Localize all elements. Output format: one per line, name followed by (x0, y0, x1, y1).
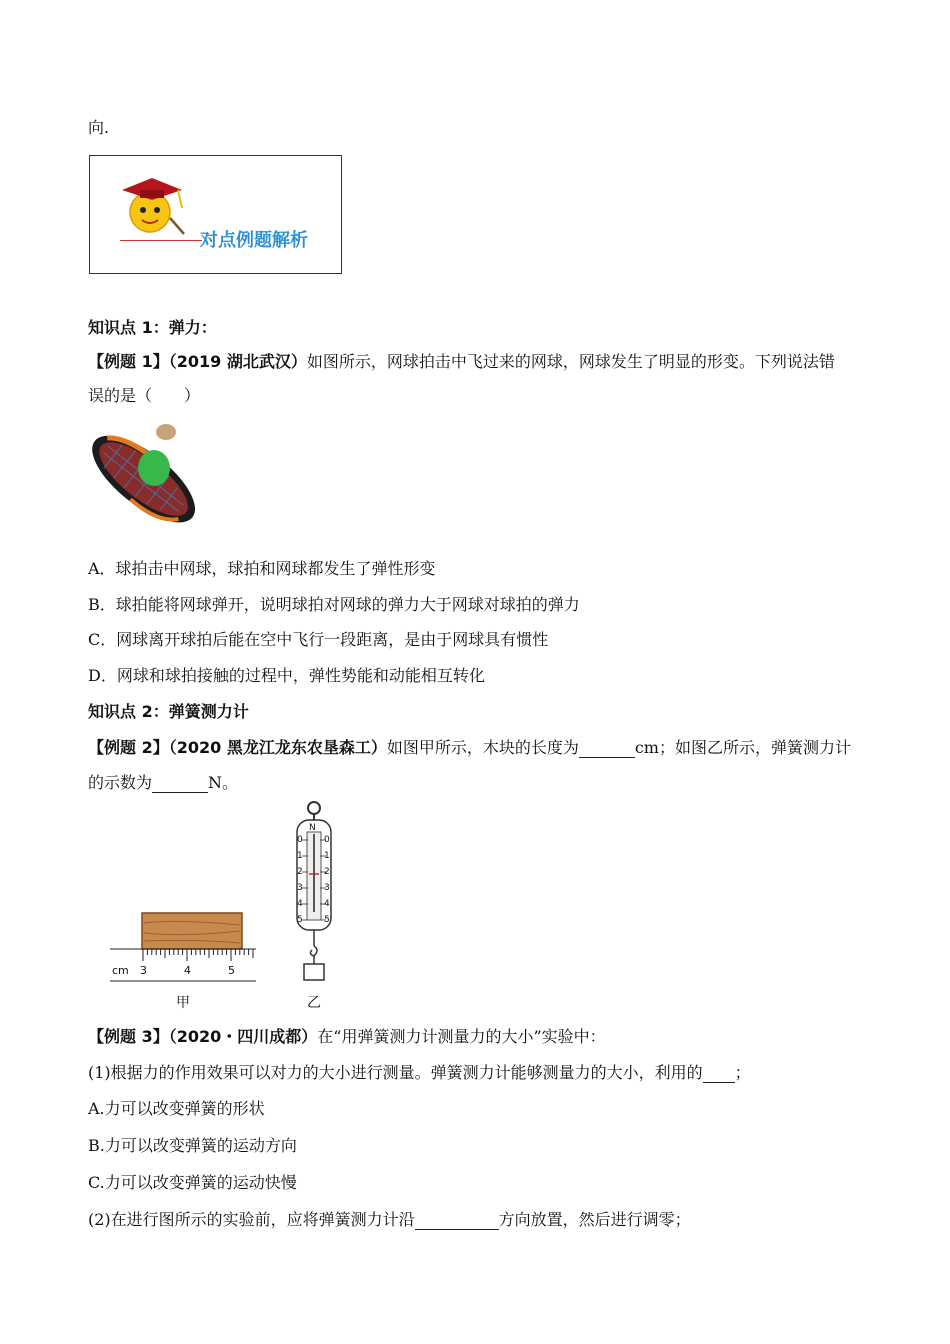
example-2-stem-part-a: 如图甲所示，木块的长度为 (386, 738, 579, 757)
answer-blank-q2[interactable] (415, 1213, 499, 1230)
example-1-option-c: C．网球离开球拍后能在空中飞行一段距离，是由于网球具有惯性 (88, 630, 549, 649)
scale-unit-label: N (309, 823, 316, 833)
example-1-stem-line-2: 误的是（ ） (88, 386, 201, 405)
example-3-option-c: C.力可以改变弹簧的运动快慢 (88, 1173, 297, 1192)
answer-blank-force[interactable] (152, 776, 208, 793)
wood-block (142, 913, 242, 949)
example-1-source: （2019 湖北武汉） (168, 352, 307, 371)
answer-blank-q1[interactable] (703, 1066, 735, 1083)
example-3-question-2 (88, 1210, 691, 1230)
knowledge-point-2-heading: 知识点 2：弹簧测力计 (88, 702, 249, 721)
example-2-tag: 【例题 2】 (88, 738, 169, 757)
example-3-option-b: B.力可以改变弹簧的运动方向 (88, 1136, 297, 1155)
example-3-source: （2020・四川成都） (168, 1027, 318, 1046)
example-3-question-2-start: (2)在进行图所示的实验前，应将弹簧测力计沿 (88, 1210, 415, 1229)
example-3-stem-text: 在“用弹簧测力计测量力的大小”实验中： (317, 1027, 606, 1046)
example-2-unit-b: N。 (208, 773, 239, 792)
scale-label: 5 (324, 915, 330, 925)
example-2-unit-a: cm；如图乙所示，弹簧测力计 (634, 738, 851, 757)
scale-label: 4 (297, 899, 303, 909)
example-2-stem-line-2 (88, 773, 238, 793)
knowledge-point-1-heading: 知识点 1：弹力： (88, 318, 217, 337)
example-1-tag: 【例题 1】 (88, 352, 169, 371)
ruler-unit-label: cm (112, 964, 129, 977)
scale-label: 3 (297, 883, 303, 893)
scale-label: 0 (324, 835, 330, 845)
scale-label: 4 (324, 899, 330, 909)
ruler-tick-label: 3 (140, 964, 147, 977)
scale-label: 3 (324, 883, 330, 893)
scale-label: 2 (297, 867, 303, 877)
example-3-question-2-end: 方向放置，然后进行调零； (498, 1210, 691, 1229)
example-2-stem-part-b: 的示数为 (88, 773, 153, 792)
example-3-option-a: A.力可以改变弹簧的形状 (88, 1099, 265, 1118)
scale-label: 2 (324, 867, 330, 877)
example-1-option-a: A．球拍击中网球，球拍和网球都发生了弹性形变 (88, 559, 436, 578)
section-banner (89, 155, 342, 274)
answer-blank-length[interactable] (579, 741, 635, 758)
scale-label: 1 (297, 851, 303, 861)
example-3-question-1 (88, 1063, 751, 1083)
example-2-source: （2020 黑龙江龙东农垦森工） (168, 738, 387, 757)
example-3-tag: 【例题 3】 (88, 1027, 169, 1046)
example-2-stem (88, 738, 851, 758)
ruler-tick-label: 4 (184, 964, 191, 977)
example-3-stem (88, 1027, 606, 1047)
example-3-question-1-end: ； (734, 1063, 751, 1082)
banner-title: 对点例题解析 (200, 230, 308, 251)
example-1-stem-line-1: 如图所示，网球拍击中飞过来的网球，网球发生了明显的形变。下列说法错 (306, 352, 835, 371)
tennis-racket-figure (86, 418, 211, 543)
scale-label: 5 (297, 915, 303, 925)
text-fragment: 向. (88, 118, 110, 137)
figure-jia-caption: 甲 (176, 995, 190, 1011)
example-1-option-d: D．网球和球拍接触的过程中，弹性势能和动能相互转化 (88, 666, 485, 685)
example-1-option-b: B．球拍能将网球弹开，说明球拍对网球的弹力大于网球对球拍的弹力 (88, 595, 580, 614)
figure-yi-caption: 乙 (307, 995, 321, 1011)
example-3-question-1-text: (1)根据力的作用效果可以对力的大小进行测量。弹簧测力计能够测量力的大小，利用的 (88, 1063, 703, 1082)
example-1-stem (88, 352, 835, 372)
scale-label: 0 (297, 835, 303, 845)
scale-label: 1 (324, 851, 330, 861)
ruler-tick-label: 5 (228, 964, 235, 977)
mascot-icon (112, 168, 192, 240)
